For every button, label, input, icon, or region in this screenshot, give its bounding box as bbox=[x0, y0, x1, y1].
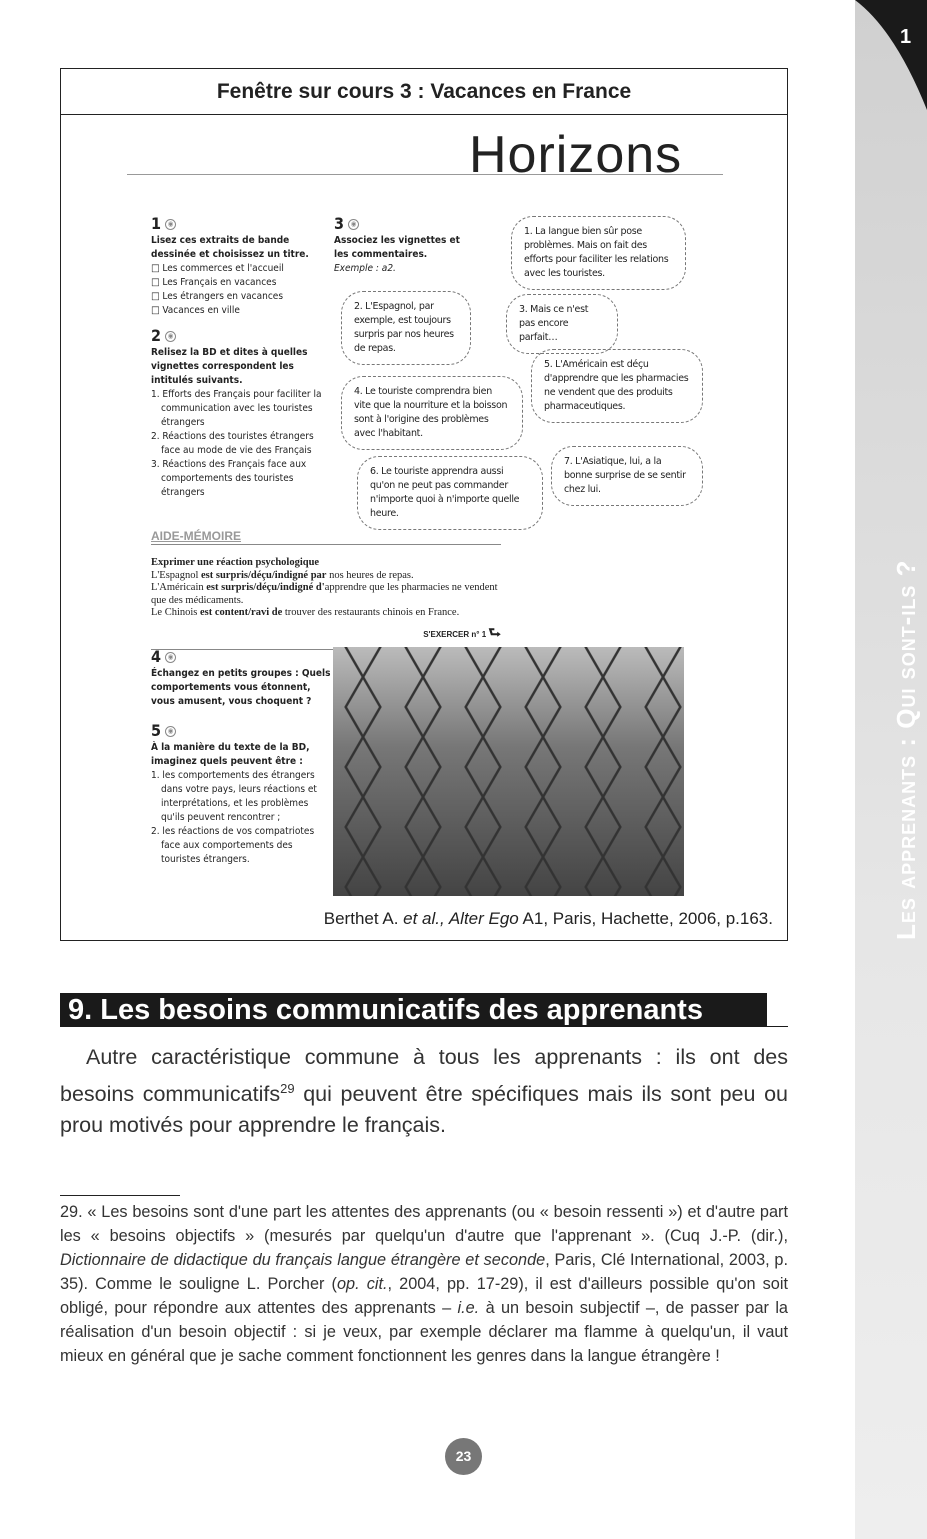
speech-bubble: 5. L'Américain est déçu d'apprendre que les pharmacies ne vendent que des produits pharmaceutiques. bbox=[531, 349, 703, 423]
option: □ Vacances en ville bbox=[151, 305, 240, 316]
list-item: 2. les réactions de vos compatriotes face aux comportements des touristes étrangers. bbox=[151, 826, 315, 865]
eye-icon: ◉ bbox=[165, 219, 176, 230]
exercise-number: 4 bbox=[151, 647, 162, 666]
exercise-number: 2 bbox=[151, 326, 162, 345]
exercise-3 bbox=[334, 214, 469, 276]
exercise-link: S'EXERCER n° 1 ⮑ bbox=[151, 622, 501, 650]
mouth-icon: ◉ bbox=[165, 652, 176, 663]
textbook-excerpt-box bbox=[60, 68, 788, 941]
option: □ Les étrangers en vacances bbox=[151, 291, 284, 302]
chapter-number: 1 bbox=[900, 26, 912, 48]
speech-bubble: 7. L'Asiatique, lui, a la bonne surprise de se sentir chez lui. bbox=[551, 446, 703, 506]
exercise-instruction: Lisez ces extraits de bande dessinée et choisissez un titre. bbox=[151, 235, 309, 260]
exercise-number: 1 bbox=[151, 214, 162, 233]
horizons-logo: Horizons bbox=[469, 126, 683, 184]
exercise-instruction: À la manière du texte de la BD, imaginez quels peuvent être : bbox=[151, 742, 310, 767]
footnote-rule bbox=[60, 1195, 180, 1196]
speech-bubble: 3. Mais ce n'est pas encore parfait… bbox=[506, 294, 618, 354]
exercise-instruction: Associez les vignettes et les commentaires. bbox=[334, 235, 460, 260]
section-heading: 9. Les besoins communicatifs des apprenants bbox=[60, 993, 767, 1027]
exercise-instruction: Relisez la BD et dites à quelles vignettes correspondent les intitulés suivants. bbox=[151, 347, 308, 386]
box-heading: Fenêtre sur cours 3 : Vacances en France bbox=[61, 69, 787, 115]
exercise-1 bbox=[151, 214, 331, 500]
exercise-instruction: Échangez en petits groupes : Quels comportements vous étonnent, vous amusent, vous choquent ? bbox=[151, 668, 331, 707]
arrow-icon: ⮑ bbox=[488, 623, 501, 640]
exercise-4-5 bbox=[151, 647, 331, 867]
list-item: 1. Efforts des Français pour faciliter la communication avec les touristes étrangers bbox=[151, 389, 322, 428]
heading-rule bbox=[60, 1026, 788, 1027]
chapter-title: Les apprenants : Qui sont-ils ? bbox=[891, 559, 921, 940]
speech-bubble: 6. Le touriste apprendra aussi qu'on ne peut pas commander n'importe quoi à n'importe quelle heure. bbox=[357, 456, 543, 530]
list-item: 1. les comportements des étrangers dans votre pays, leurs réactions et interprétations, et les problèmes qu'ils peuvent rencontrer ; bbox=[151, 770, 317, 823]
tourists-photo bbox=[333, 647, 684, 896]
speech-bubble: 2. L'Espagnol, par exemple, est toujours surpris par nos heures de repas. bbox=[341, 291, 471, 365]
list-item: 3. Réactions des Français face aux comportements des touristes étrangers bbox=[151, 459, 307, 498]
chapter-corner-tab bbox=[855, 0, 927, 110]
option: □ Les commerces et l'accueil bbox=[151, 263, 284, 274]
aide-title: AIDE-MÉMOIRE bbox=[151, 529, 501, 545]
citation: Berthet A. et al., Alter Ego A1, Paris, Hachette, 2006, p.163. bbox=[323, 909, 773, 928]
example: Exemple : a2. bbox=[334, 263, 396, 274]
page-number: 23 bbox=[445, 1438, 482, 1475]
divider bbox=[127, 174, 723, 175]
speech-bubble: 1. La langue bien sûr pose problèmes. Mais on fait des efforts pour faciliter les relations avec les touristes. bbox=[511, 216, 686, 290]
exercise-number: 3 bbox=[334, 214, 345, 233]
aide-memoire: AIDE-MÉMOIRE Exprimer une réaction psychologique L'Espagnol est surpris/déçu/indigné par nos heures de repas. L'Américain est surpris/déçu/indigné d'apprendre que les pharmacies ne vendent que des médicaments. Le Chinois est content/ravi de trouver des restaurants chinois en France. S'EXERCER n° 1 ⮑ bbox=[151, 529, 501, 650]
option: □ Les Français en vacances bbox=[151, 277, 277, 288]
footnote: 29. « Les besoins sont d'une part les attentes des apprenants (ou « besoin ressenti ») et d'autre part les « besoins objectifs » (mesurés par quelqu'un d'autre que l'apprenant ». (Cuq J.-P. (dir.), Dictionnaire de didactique du français langue étrangère et seconde, Paris, Clé International, 2003, p. 35). Comme le souligne L. Porcher (op. cit., 2004, pp. 17-29), il est d'ailleurs possible qu'on soit obligé, pour répondre aux attentes des apprenants – i.e. à un besoin subjectif –, de passer par la réalisation d'un besoin objectif : si je veux, par exemple déclarer ma flamme à quelqu'un, il vaut mieux en général que je sache comment fonctionnent les genres dans la langue étrangère ! bbox=[60, 1203, 788, 1365]
speech-bubble: 4. Le touriste comprendra bien vite que la nourriture et la boisson sont à l'origine des problèmes avec l'habitant. bbox=[341, 376, 523, 450]
eye-icon: ◉ bbox=[165, 331, 176, 342]
eye-icon: ◉ bbox=[348, 219, 359, 230]
mouth-icon: ◉ bbox=[165, 726, 176, 737]
body-paragraph: Autre caractéristique commune à tous les apprenants : ils ont des besoins communicatifs$^{29}$ qui peuvent être spécifiques mais ils sont peu ou prou motivés pour apprendre le français. bbox=[60, 1045, 788, 1138]
exercise-number: 5 bbox=[151, 721, 162, 740]
footnote-ref[interactable]: 29 bbox=[280, 1081, 295, 1096]
aide-subtitle: Exprimer une réaction psychologique bbox=[151, 557, 320, 568]
list-item: 2. Réactions des touristes étrangers face au mode de vie des Français bbox=[151, 431, 314, 456]
